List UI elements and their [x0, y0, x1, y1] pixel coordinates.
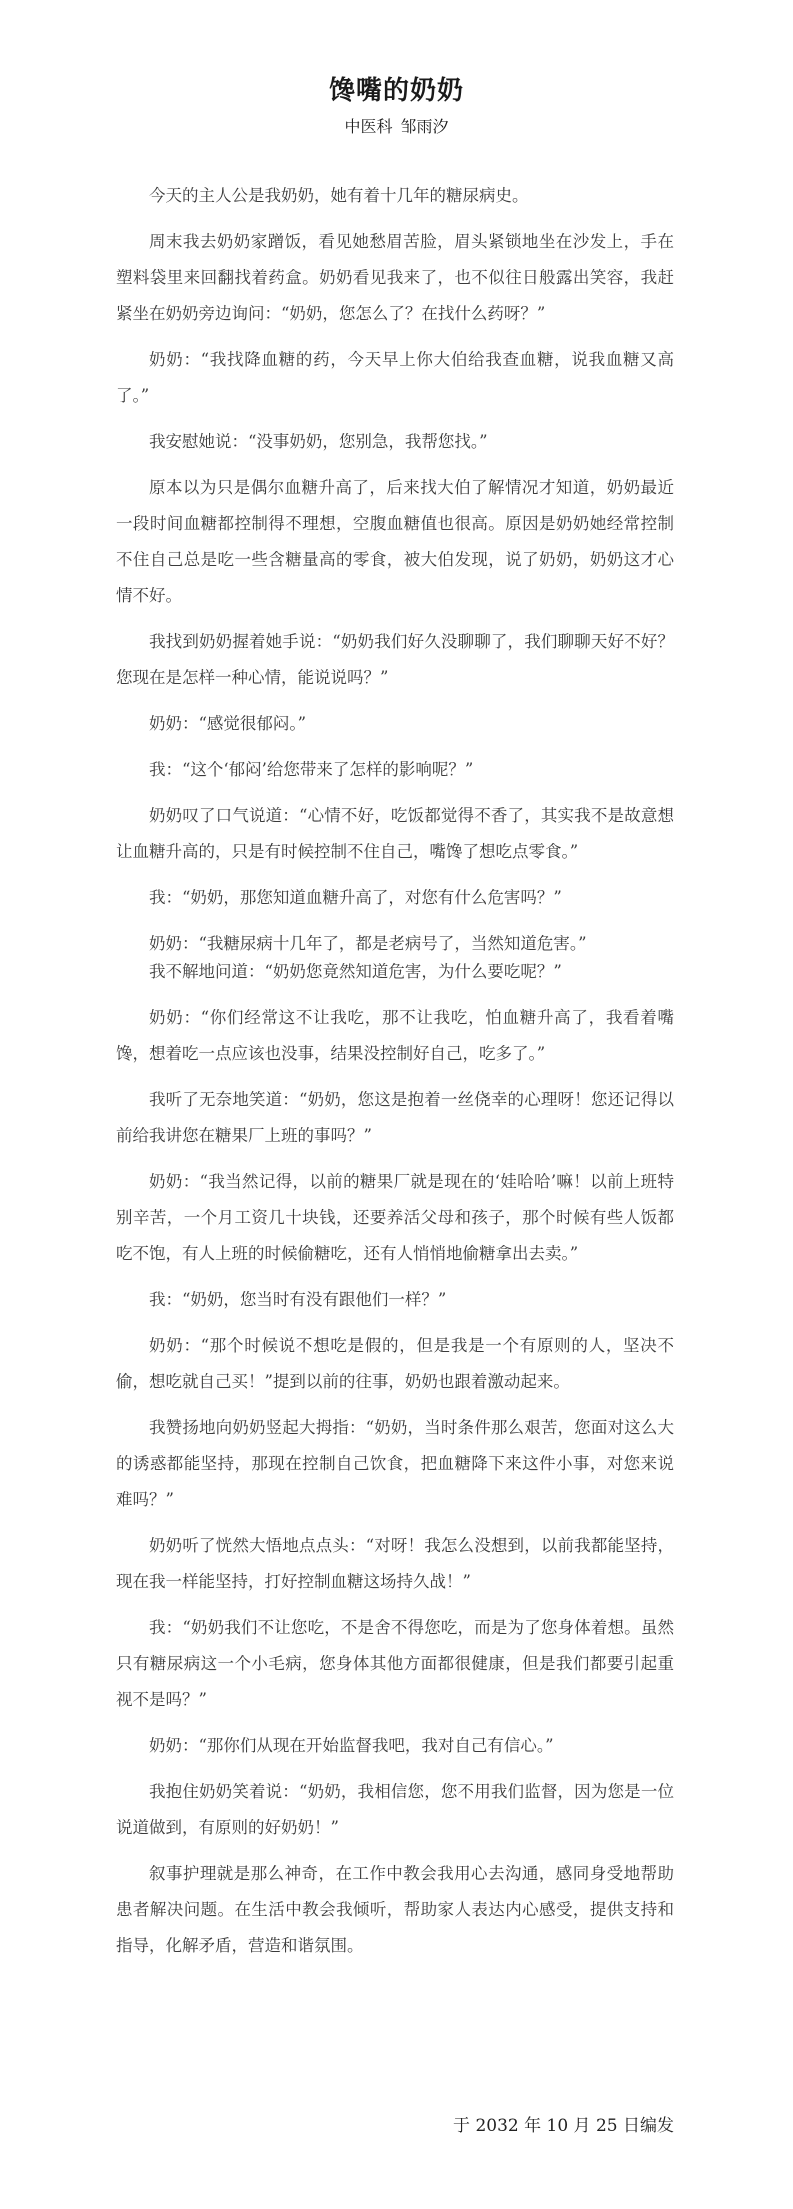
paragraph: 奶奶：“我当然记得，以前的糖果厂就是现在的‘娃哈哈’嘛！以前上班特别辛苦，一个月工资几十块钱，还要养活父母和孩子，那个时候有些人饭都吃不饱，有人上班的时候偷糖吃，还有人悄悄地偷糖拿出去卖。”: [116, 1172, 674, 1263]
paragraph: 我赞扬地向奶奶竖起大拇指：“奶奶，当时条件那么艰苦，您面对这么大的诱惑都能坚持，那现在控制自己饮食，把血糖降下来这件小事，对您来说难吗？”: [116, 1418, 674, 1509]
paragraph: 我抱住奶奶笑着说：“奶奶，我相信您，您不用我们监督，因为您是一位说道做到，有原则的好奶奶！”: [116, 1782, 674, 1837]
paragraph: 奶奶：“那个时候说不想吃是假的，但是我是一个有原则的人，坚决不偷，想吃就自己买！”提到以前的往事，奶奶也跟着激动起来。: [116, 1336, 674, 1391]
paragraph: 原本以为只是偶尔血糖升高了，后来找大伯了解情况才知道，奶奶最近一段时间血糖都控制得不理想，空腹血糖值也很高。原因是奶奶她经常控制不住自己总是吃一些含糖量高的零食，被大伯发现，说了奶奶，奶奶这才心情不好。: [116, 478, 674, 605]
paragraph: 周末我去奶奶家蹭饭，看见她愁眉苦脸，眉头紧锁地坐在沙发上，手在塑料袋里来回翻找着药盒。奶奶看见我来了，也不似往日般露出笑容，我赶紧坐在奶奶旁边询问：“奶奶，您怎么了？在找什么药呀？”: [116, 232, 674, 323]
paragraph: 我不解地问道：“奶奶您竟然知道危害，为什么要吃呢？”: [149, 962, 562, 981]
paragraph: 今天的主人公是我奶奶，她有着十几年的糖尿病史。: [149, 186, 529, 205]
paragraph: 我安慰她说：“没事奶奶，您别急，我帮您找。”: [149, 432, 488, 451]
byline: [0, 116, 793, 138]
paragraph: 叙事护理就是那么神奇，在工作中教会我用心去沟通，感同身受地帮助患者解决问题。在生活中教会我倾听，帮助家人表达内心感受，提供支持和指导，化解矛盾，营造和谐氛围。: [116, 1864, 674, 1955]
paragraph: 我：“奶奶，您当时有没有跟他们一样？”: [149, 1290, 447, 1309]
paragraph: 奶奶：“我糖尿病十几年了，都是老病号了，当然知道危害。”: [149, 934, 587, 953]
paragraph: 我听了无奈地笑道：“奶奶，您这是抱着一丝侥幸的心理呀！您还记得以前给我讲您在糖果厂上班的事吗？”: [116, 1090, 674, 1145]
paragraph: 奶奶叹了口气说道：“心情不好，吃饭都觉得不香了，其实我不是故意想让血糖升高的，只是有时候控制不住自己，嘴馋了想吃点零食。”: [116, 806, 674, 861]
paragraph: 奶奶：“那你们从现在开始监督我吧，我对自己有信心。”: [149, 1736, 554, 1755]
paragraph: 奶奶听了恍然大悟地点点头：“对呀！我怎么没想到，以前我都能坚持，现在我一样能坚持，打好控制血糖这场持久战！”: [116, 1536, 674, 1591]
article-body: [116, 178, 674, 1974]
paragraph: 我找到奶奶握着她手说：“奶奶我们好久没聊聊了，我们聊聊天好不好？您现在是怎样一种心情，能说说吗？”: [116, 632, 674, 687]
author-name: 邹雨汐: [400, 117, 449, 136]
paragraph: 奶奶：“我找降血糖的药，今天早上你大伯给我查血糖，说我血糖又高了。”: [116, 350, 674, 405]
paragraph: 我：“奶奶我们不让您吃，不是舍不得您吃，而是为了您身体着想。虽然只有糖尿病这一个小毛病，您身体其他方面都很健康，但是我们都要引起重视不是吗？”: [116, 1618, 674, 1709]
paragraph: 我：“奶奶，那您知道血糖升高了，对您有什么危害吗？”: [149, 888, 562, 907]
paragraph: 奶奶：“感觉很郁闷。”: [149, 714, 307, 733]
publish-date: 于 2032 年 10 月 25 日编发: [453, 2116, 674, 2136]
paragraph: 奶奶：“你们经常这不让我吃，那不让我吃，怕血糖升高了，我看着嘴馋，想着吃一点应该也没事，结果没控制好自己，吃多了。”: [116, 1008, 674, 1063]
author-department: 中医科: [344, 117, 393, 136]
article-title: 馋嘴的奶奶: [328, 76, 464, 106]
paragraph: 我：“这个‘郁闷’给您带来了怎样的影响呢？”: [149, 760, 474, 779]
